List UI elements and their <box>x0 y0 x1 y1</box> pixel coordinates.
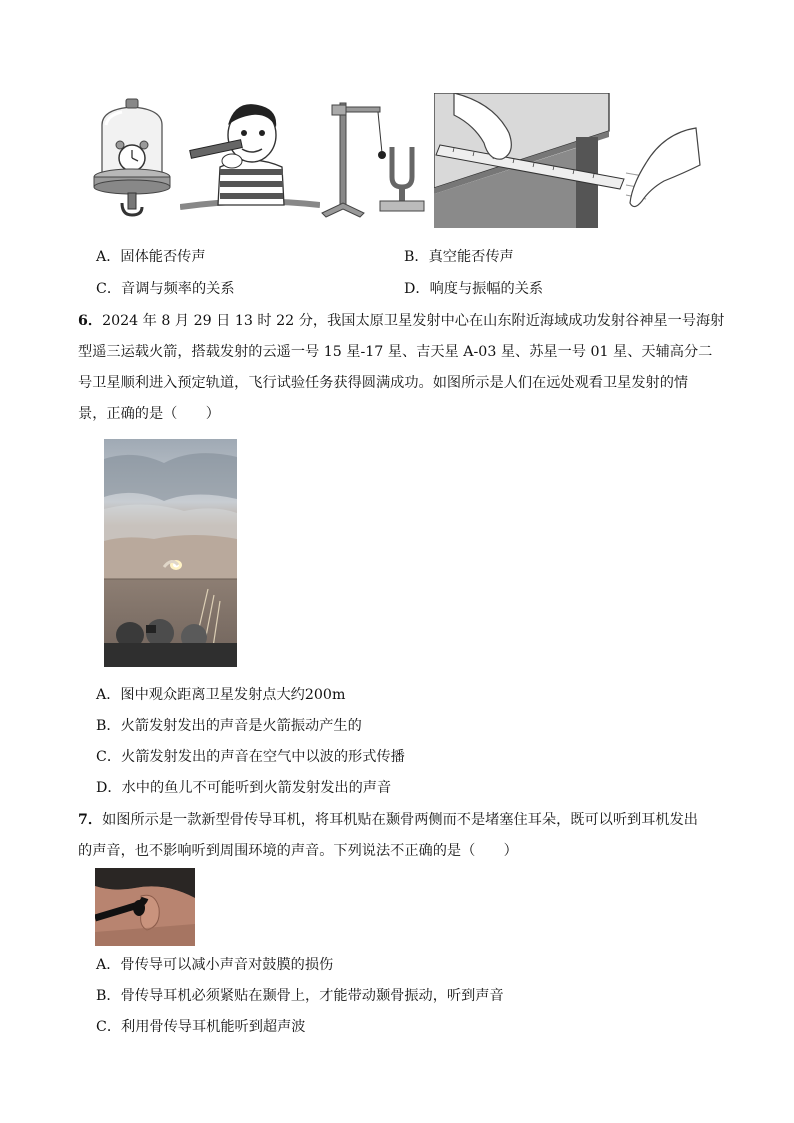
q6-option-b: B．火箭发射发出的声音是火箭振动产生的 <box>96 718 362 734</box>
q6-stem-text-1: 2024 年 8 月 29 日 13 时 22 分，我国太原卫星发射中心在山东附近海域成功发射谷神星一号海射 <box>102 313 725 329</box>
q6-stem-line-1 <box>78 311 724 331</box>
q6-rocket-launch-photo <box>104 439 237 667</box>
q5-figure-bell-jar <box>92 95 172 220</box>
q7-option-c: C．利用骨传导耳机能听到超声波 <box>96 1019 306 1035</box>
q6-option-d: D．水中的鱼儿不可能听到火箭发射发出的声音 <box>96 780 392 796</box>
q5-figure-tuning-fork-stand <box>318 95 428 220</box>
q5-figure-ruler-table <box>434 93 704 228</box>
q7-option-a: A．骨传导可以减小声音对鼓膜的损伤 <box>96 957 334 973</box>
q5-option-d: D．响度与振幅的关系 <box>404 281 544 297</box>
q7-stem-line-1 <box>78 810 698 830</box>
q6-option-c: C．火箭发射发出的声音在空气中以波的形式传播 <box>96 749 405 765</box>
q7-bone-conduction-earphone-photo <box>95 868 195 946</box>
q5-option-c: C．音调与频率的关系 <box>96 281 235 297</box>
q5-figure-boy-comb <box>180 95 320 220</box>
q7-stem-text-1: 如图所示是一款新型骨传导耳机，将耳机贴在颞骨两侧而不是堵塞住耳朵，既可以听到耳机发出 <box>102 812 698 828</box>
q7-number: 7． <box>78 812 103 828</box>
q6-stem-line-4: 景，正确的是（ ） <box>78 406 220 422</box>
q7-stem-line-2: 的声音，也不影响听到周围环境的声音。下列说法不正确的是（ ） <box>78 843 518 859</box>
q7-option-b: B．骨传导耳机必须紧贴在颞骨上，才能带动颞骨振动，听到声音 <box>96 988 504 1004</box>
q6-option-a: A．图中观众距离卫星发射点大约200m <box>96 687 346 703</box>
q6-number: 6． <box>78 313 103 329</box>
q5-option-b: B．真空能否传声 <box>404 249 514 265</box>
q6-stem-line-3: 号卫星顺利进入预定轨道，飞行试验任务获得圆满成功。如图所示是人们在远处观看卫星发射的情 <box>78 375 689 391</box>
q6-stem-line-2: 型遥三运载火箭，搭载发射的云遥一号 15 星-17 星、吉天星 A-03 星、苏星一号 01 星、天辅高分二 <box>78 344 713 360</box>
q5-option-a: A．固体能否传声 <box>96 249 206 265</box>
